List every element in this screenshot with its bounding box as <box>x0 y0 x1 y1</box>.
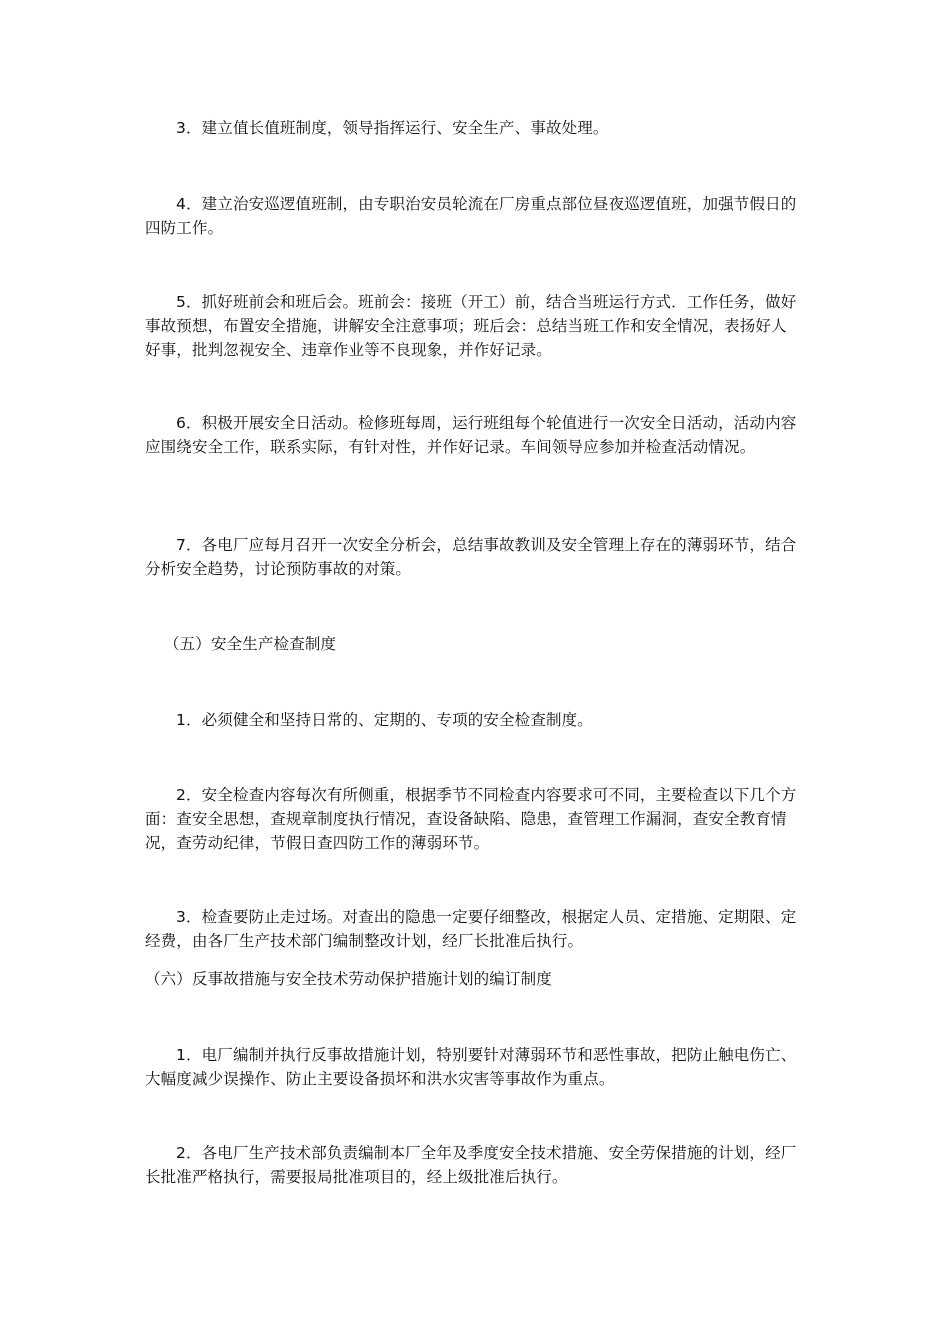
section6-item-2: 2．各电厂生产技术部负责编制本厂全年及季度安全技术措施、安全劳保措施的计划，经厂长批准严格执行，需要报局批准项目的，经上级批准后执行。 <box>145 1144 797 1186</box>
paragraph-item-6: 6．积极开展安全日活动。检修班每周，运行班组每个轮值进行一次安全日活动，活动内容应围绕安全工作，联系实际，有针对性，并作好记录。车间领导应参加并检查活动情况。 <box>145 414 797 456</box>
section5-item-3: 3．检查要防止走过场。对查出的隐患一定要仔细整改，根据定人员、定措施、定期限、定经费，由各厂生产技术部门编制整改计划，经厂长批准后执行。 <box>145 908 797 950</box>
paragraph-item-7: 7．各电厂应每月召开一次安全分析会，总结事故教训及安全管理上存在的薄弱环节，结合分析安全趋势，讨论预防事故的对策。 <box>145 536 797 578</box>
paragraph-item-4: 4．建立治安巡逻值班制，由专职治安员轮流在厂房重点部位昼夜巡逻值班，加强节假日的四防工作。 <box>145 195 797 237</box>
section5-item-1: 1．必须健全和坚持日常的、定期的、专项的安全检查制度。 <box>176 711 593 729</box>
section-heading-six: （六）反事故措施与安全技术劳动保护措施计划的编订制度 <box>145 970 552 988</box>
paragraph-item-5: 5．抓好班前会和班后会。班前会：接班（开工）前，结合当班运行方式．工作任务，做好事故预想，布置安全措施，讲解安全注意事项；班后会：总结当班工作和安全情况，表扬好人好事，批判忽视安全、违章作业等不良现象，并作好记录。 <box>145 293 797 359</box>
section6-item-1: 1．电厂编制并执行反事故措施计划，特别要针对薄弱环节和恶性事故，把防止触电伤亡、大幅度减少误操作、防止主要设备损坏和洪水灾害等事故作为重点。 <box>145 1046 797 1088</box>
section-heading-five: （五）安全生产检查制度 <box>164 635 337 653</box>
section5-item-2: 2．安全检查内容每次有所侧重，根据季节不同检查内容要求可不同，主要检查以下几个方面：查安全思想，查规章制度执行情况，查设备缺陷、隐患，查管理工作漏洞，查安全教育情况，查劳动纪律，节假日查四防工作的薄弱环节。 <box>145 786 797 852</box>
paragraph-item-3: 3．建立值长值班制度，领导指挥运行、安全生产、事故处理。 <box>176 119 609 137</box>
